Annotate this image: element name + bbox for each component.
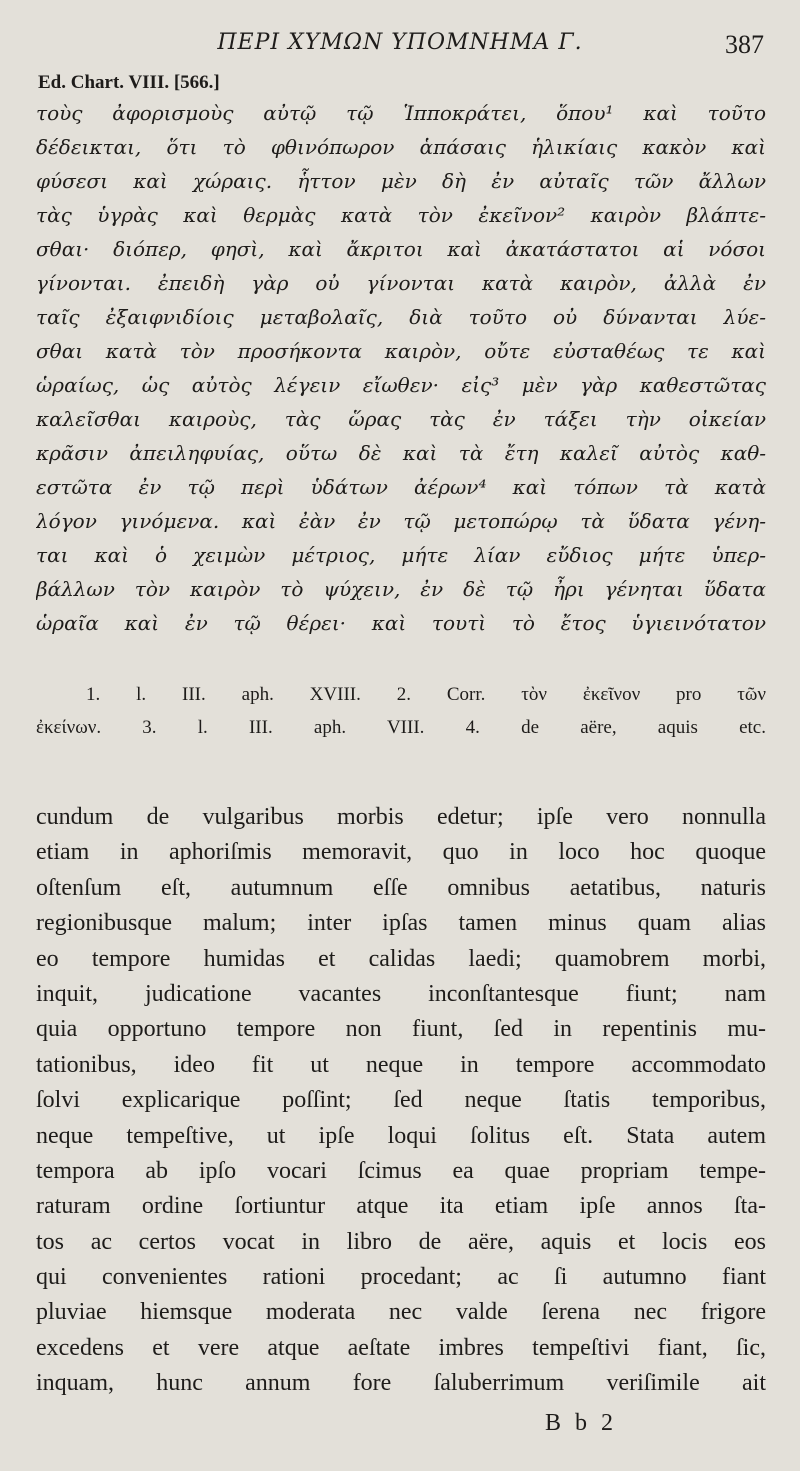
latin-line: tempora ab ipſo vocari ſcimus ea quae propriam tempe- [36, 1157, 766, 1184]
latin-line: pluviae hiemsque moderata nec valde ſerena nec frigore [36, 1299, 766, 1326]
greek-line: φύσεσι καὶ χώραις. ἧττον μὲν δὴ ἐν αὐταῖς τῶν ἄλλων [36, 169, 766, 193]
greek-line: ὡραίως, ὡς αὐτὸς λέγειν εἴωθεν· εἰς³ μὲν γὰρ καθεστῶτας [36, 373, 766, 397]
greek-line: βάλλων τὸν καιρὸν τὸ ψύχειν, ἐν δὲ τῷ ἦρι γένηται ὕδατα [36, 577, 766, 601]
footnote-line: ἐκείνων. 3. l. III. aph. VIII. 4. de aëre, aquis etc. [36, 717, 766, 738]
latin-line: neque tempeſtive, ut ipſe loqui ſolitus eſt. Stata autem [36, 1122, 766, 1149]
greek-line: κρᾶσιν ἀπειληφυίας, οὕτω δὲ καὶ τὰ ἔτη καλεῖ αὐτὸς καθ- [36, 441, 766, 465]
footnote-line: 1. l. III. aph. XVIII. 2. Corr. τὸν ἐκεῖνον pro τῶν [86, 684, 766, 705]
latin-line: eo tempore humidas et calidas laedi; quamobrem morbi, [36, 945, 766, 972]
signature-mark: B b 2 [545, 1410, 618, 1436]
edition-reference: Ed. Chart. VIII. [566.] [38, 72, 220, 93]
latin-line: etiam in aphoriſmis memoravit, quo in loco hoc quoque [36, 839, 766, 866]
latin-line: raturam ordine ſortiuntur atque ita etiam ipſe annos ſta- [36, 1193, 766, 1220]
greek-text-block [36, 96, 766, 640]
latin-line: regionibusque malum; inter ipſas tamen minus quam alias [36, 910, 766, 937]
greek-line: λόγον γινόμενα. καὶ ἐὰν ἐν τῷ μετοπώρῳ τὰ ὕδατα γένη- [36, 509, 766, 533]
latin-line: cundum de vulgaribus morbis edetur; ipſe vero nonnulla [36, 804, 766, 830]
footnotes [36, 678, 766, 744]
greek-line: εστῶτα ἐν τῷ περὶ ὑδάτων ἀέρων⁴ καὶ τόπων τὰ κατὰ [36, 475, 766, 499]
latin-line: oſtenſum eſt, autumnum eſſe omnibus aetatibus, naturis [36, 874, 766, 901]
greek-line: σθαι· διόπερ, φησὶ, καὶ ἄκριτοι καὶ ἀκατάστατοι αἱ νόσοι [36, 237, 766, 261]
latin-text-block [36, 800, 766, 1402]
latin-line: tationibus, ideo fit ut neque in tempore accommodato [36, 1051, 766, 1078]
latin-line: inquam, hunc annum fore ſaluberrimum veriſimile ait [36, 1370, 766, 1397]
latin-line: excedens et vere atque aeſtate imbres tempeſtivi fiant, ſic, [36, 1334, 766, 1361]
page-number: 387 [725, 30, 764, 59]
latin-line: tos ac certos vocat in libro de aëre, aquis et locis eos [36, 1228, 766, 1255]
greek-line: τὰς ὑγρὰς καὶ θερμὰς κατὰ τὸν ἐκεῖνον² καιρὸν βλάπτε- [36, 203, 766, 227]
greek-line: δέδεικται, ὅτι τὸ φθινόπωρον ἁπάσαις ἡλικίαις κακὸν καὶ [36, 135, 766, 159]
greek-line: ται καὶ ὁ χειμὼν μέτριος, μήτε λίαν εὔδιος μήτε ὑπερ- [36, 543, 766, 567]
greek-line: καλεῖσθαι καιροὺς, τὰς ὥρας τὰς ἐν τάξει τὴν οἰκείαν [36, 407, 766, 431]
latin-line: quia opportuno tempore non fiunt, ſed in repentinis mu- [36, 1016, 766, 1043]
latin-line: qui convenientes rationi procedant; ac ſi autumno fiant [36, 1264, 766, 1291]
running-title: ΠΕΡΙ ΧΥΜΩΝ ΥΠΟΜΝΗΜΑ Γ. [217, 30, 583, 55]
greek-line: ταῖς ἐξαιφνιδίοις μεταβολαῖς, διὰ τοῦτο οὐ δύνανται λύε- [36, 305, 766, 329]
greek-line: τοὺς ἀφορισμοὺς αὐτῷ τῷ Ἱπποκράτει, ὅπου¹ καὶ τοῦτο [36, 101, 766, 125]
latin-line: ſolvi explicarique poſſint; ſed neque ſtatis temporibus, [36, 1087, 766, 1114]
greek-line: γίνονται. ἐπειδὴ γὰρ οὐ γίνονται κατὰ καιρὸν, ἀλλὰ ἐν [36, 271, 766, 295]
greek-line: σθαι κατὰ τὸν προσήκοντα καιρὸν, οὔτε εὐσταθέως τε καὶ [36, 339, 766, 363]
greek-line: ὡραῖα καὶ ἐν τῷ θέρει· καὶ τουτὶ τὸ ἔτος ὑγιεινότατον [36, 611, 766, 635]
latin-line: inquit, judicatione vacantes inconſtantesque fiunt; nam [36, 980, 766, 1007]
